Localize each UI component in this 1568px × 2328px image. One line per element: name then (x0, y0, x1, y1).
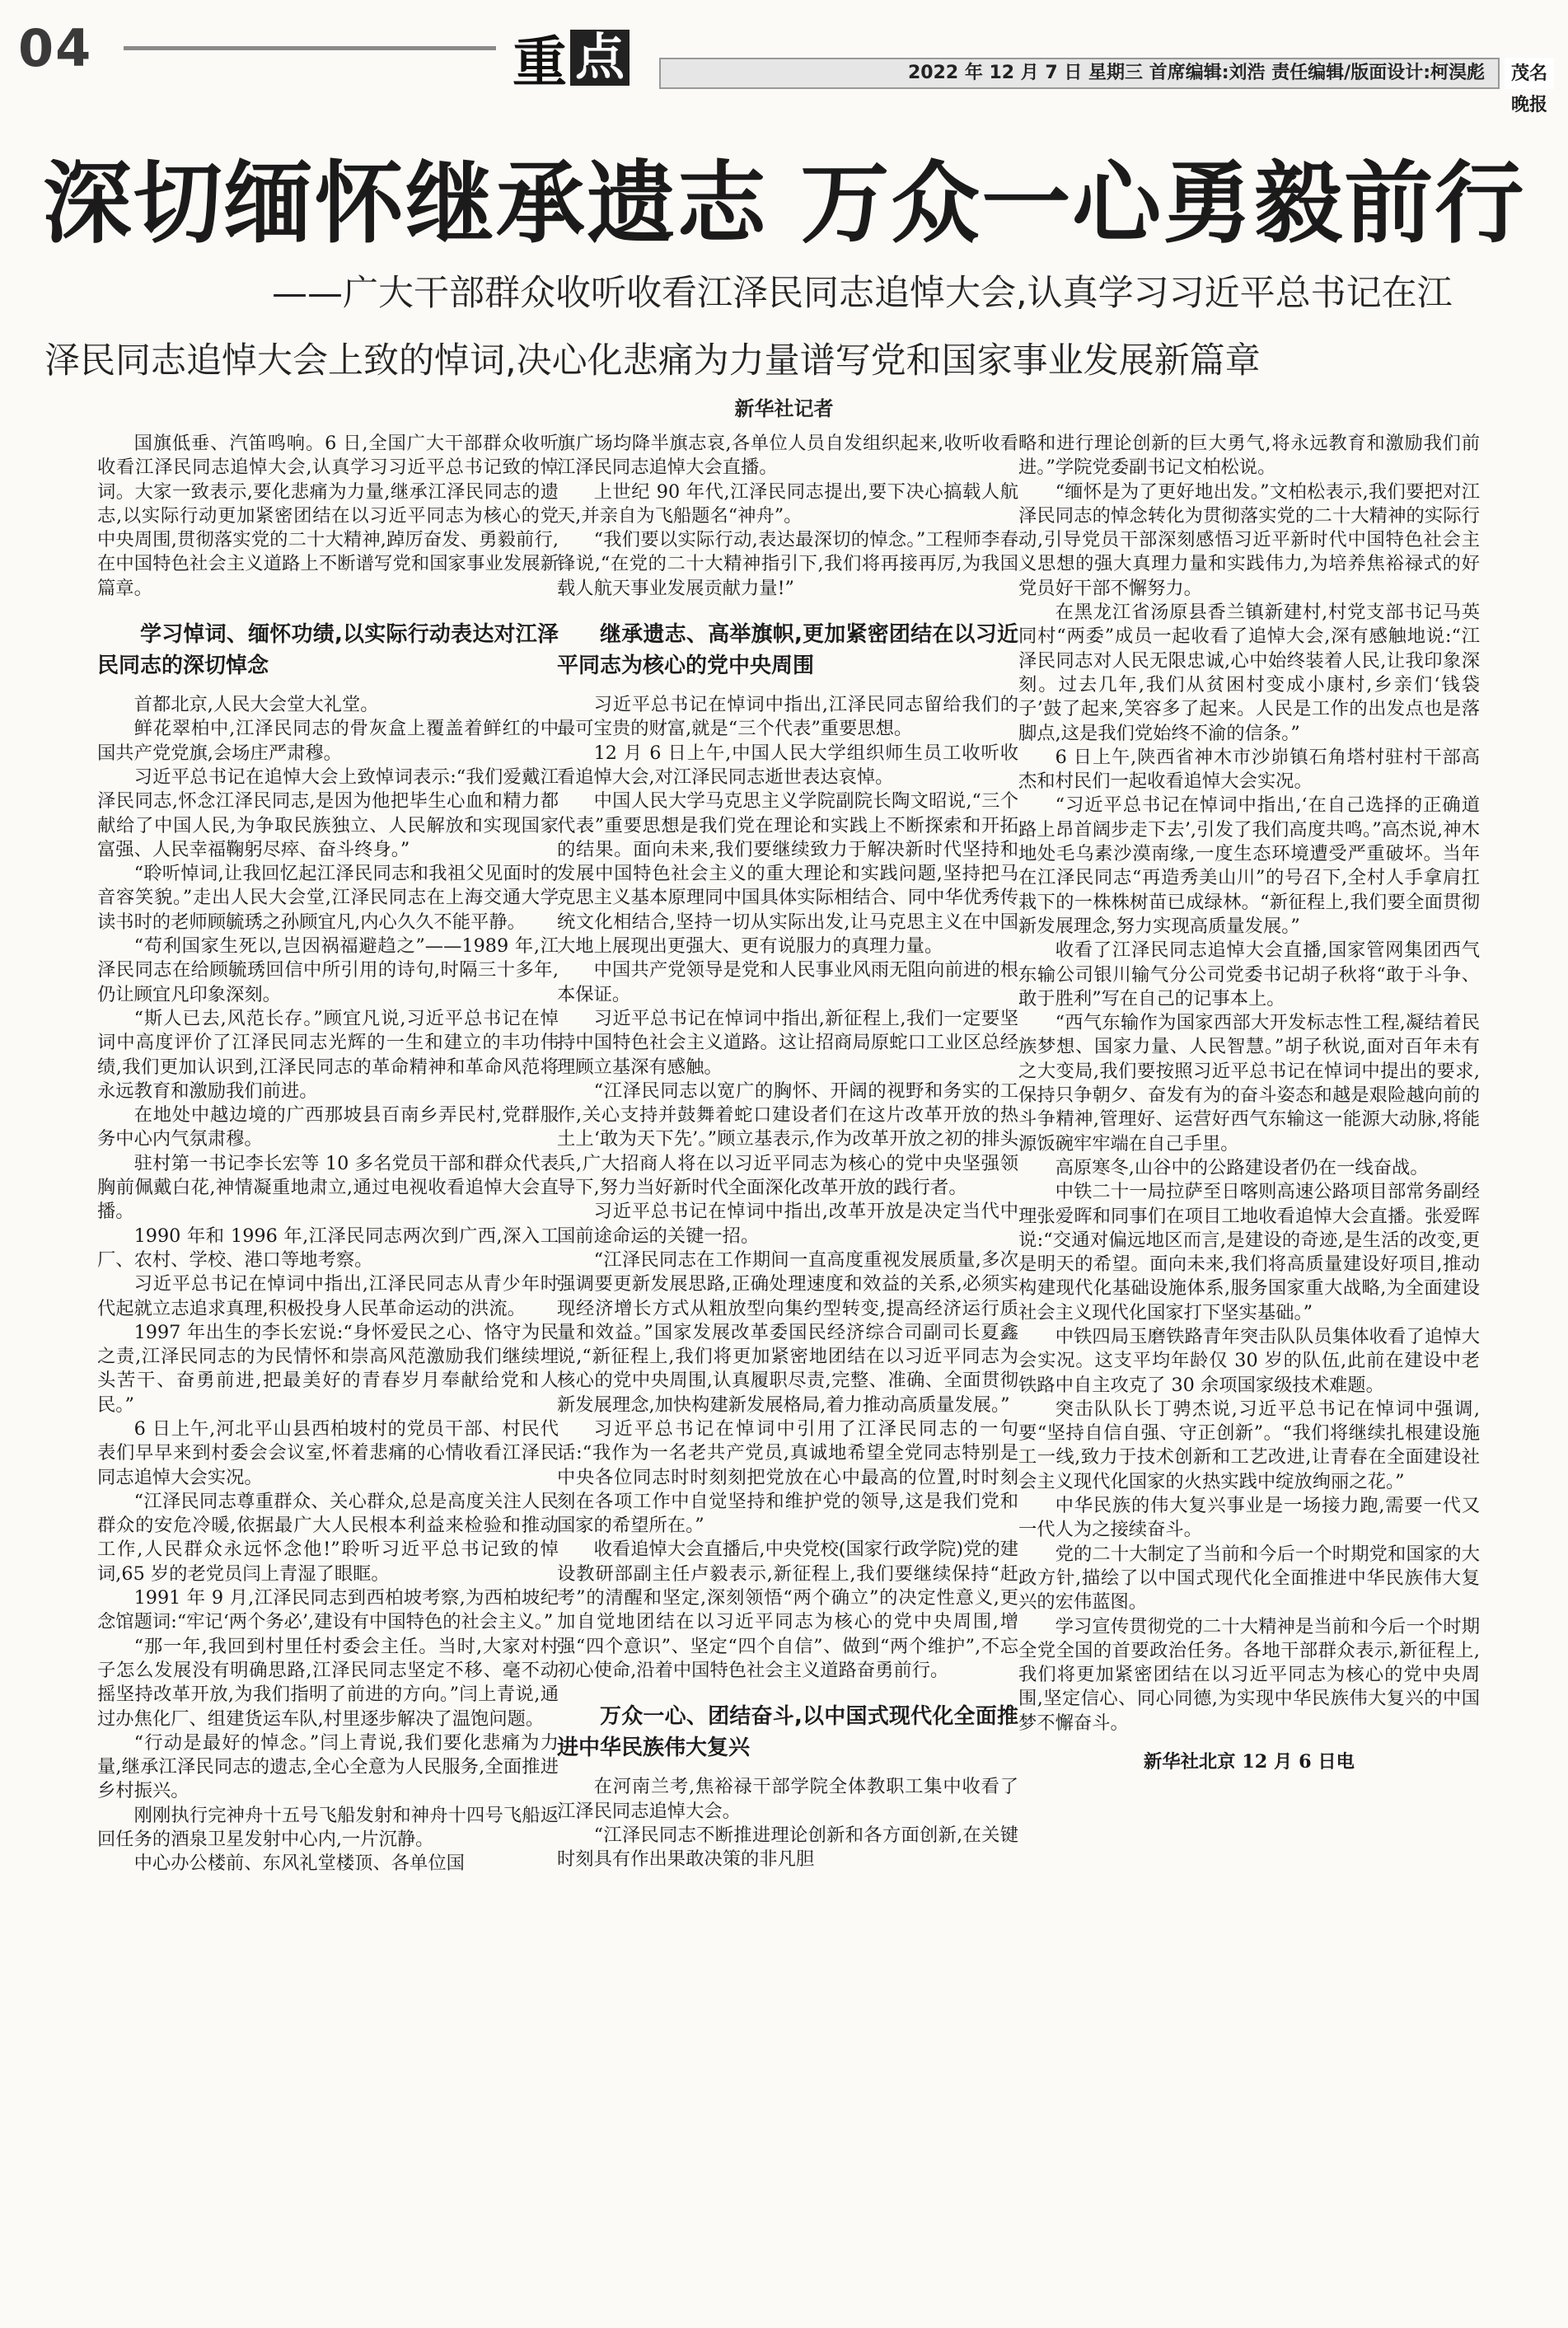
paragraph: “我们要以实际行动,表达最深切的悼念。”工程师李春锋说,“在党的二十大精神指引下,我们将再接再厉,为我国载人航天事业发展贡献力量!” (557, 529, 1018, 599)
paragraph: “习近平总书记在悼词中指出,‘在自己选择的正确道路上昂首阔步走下去’,引发了我们高度共鸣。”高杰说,神木地处毛乌素沙漠南缘,一度生态环境遭受严重破坏。当年在江泽民同志“再造秀美山川”的号召下,全村人手拿肩扛栽下的一株株树苗已成绿林。“新征程上,我们要全面贯彻新发展理念,努力实现高质量发展。” (1018, 794, 1480, 937)
paragraph: 6 日上午,陕西省神木市沙峁镇石角塔村驻村干部高杰和村民们一起收看追悼大会实况。 (1018, 746, 1480, 793)
paragraph: 首都北京,人民大会堂大礼堂。 (133, 694, 379, 716)
paragraph: “行动是最好的悼念。”闫上青说,我们要化悲痛为力量,继承江泽民同志的遗志,全心全意为人民服务,全面推进乡村振兴。 (97, 1731, 559, 1802)
paragraph: 习近平总书记在悼词中指出,江泽民同志留给我们的最可宝贵的财富,就是“三个代表”重要思想。 (557, 694, 1018, 740)
paragraph: 习近平总书记在悼词中引用了江泽民同志的一句话:“我作为一名老共产党员,真诚地希望全党同志特别是中央各位同志时时刻刻把党放在心中最高的位置,时时刻刻在各项工作中自觉坚持和维护党的领导,这是我们党和国家的希望所在。” (557, 1417, 1018, 1537)
issue-info-bar: 2022 年 12 月 7 日 星期三 首席编辑:刘浩 责任编辑/版面设计:柯淏彪 (659, 58, 1500, 89)
paragraph: 中铁二十一局拉萨至日喀则高速公路项目部常务副经理张爱晖和同事们在项目工地收看追悼大会直播。张爱晖说:“交通对偏远地区而言,是建设的奇迹,是生活的改变,更是明天的希望。面向未来,我们将高质量建设好项目,推动构建现代化基础设施体系,服务国家重大战略,为全面建设社会主义现代化国家打下坚实基础。” (1018, 1181, 1480, 1323)
section-heading: 万众一心、团结奋斗,以中国式现代化全面推进中华民族伟大复兴 (557, 1704, 1018, 1761)
paragraph: 中铁四局玉磨铁路青年突击队队员集体收看了追悼大会实况。这支平均年龄仅 30 岁的队伍,此前在建设中老铁路中自主攻克了 30 余项国家级技术难题。 (1018, 1325, 1480, 1396)
paragraph: 突击队队长丁骋杰说,习近平总书记在悼词中强调,要“坚持自信自强、守正创新”。“我们将继续扎根建设施工一线,致力于技术创新和工艺改进,让青春在全面建设社会主义现代化国家的火热实践中绽放绚丽之花。” (1018, 1398, 1480, 1492)
article-column-3 (1018, 432, 1480, 1774)
subheadline-line-2: 泽民同志追悼大会上致的悼词,决心化悲痛为力量谱写党和国家事业发展新篇章 (44, 340, 1261, 382)
paragraph: 刚刚执行完神舟十五号飞船发射和神舟十四号飞船返回任务的酒泉卫星发射中心内,一片沉静。 (97, 1804, 559, 1851)
article-column-2 (557, 432, 1018, 1871)
headline: 深切缅怀继承遗志 万众一心勇毅前行 (42, 152, 1526, 255)
paragraph: 驻村第一书记李长宏等 10 多名党员干部和群众代表胸前佩戴白花,神情凝重地肃立,通过电视收看追悼大会直播。 (97, 1152, 559, 1223)
article-column-1 (97, 432, 559, 1876)
paragraph: “江泽民同志以宽广的胸怀、开阔的视野和务实的工作,关心支持并鼓舞着蛇口建设者们在这片改革开放的热土上‘敢为天下先’。”顾立基表示,作为改革开放之初的排头兵,广大招商人将在以习近平同志为核心的党中央坚强领导下,努力当好新时代全面深化改革开放的践行者。 (557, 1080, 1018, 1199)
paragraph: 中国共产党领导是党和人民事业风雨无阻向前进的根本保证。 (557, 959, 1018, 1005)
paragraph: 1990 年和 1996 年,江泽民同志两次到广西,深入工厂、农村、学校、港口等地考察。 (97, 1225, 559, 1271)
paragraph: “聆听悼词,让我回忆起江泽民同志和我祖父见面时的音容笑貌。”走出人民大会堂,江泽民同志在上海交通大学读书时的老师顾毓琇之孙顾宜凡,内心久久不能平静。 (97, 863, 559, 933)
paragraph: 12 月 6 日上午,中国人民大学组织师生员工收听收看追悼大会,对江泽民同志逝世表达哀悼。 (557, 742, 1018, 788)
paragraph: 在黑龙江省汤原县香兰镇新建村,村党支部书记马英同村“两委”成员一起收看了追悼大会,深有感触地说:“江泽民同志对人民无限忠诚,心中始终装着人民,让我印象深刻。过去几年,我们从贫困村变成小康村,乡亲们‘钱袋子’鼓了起来,笑容多了起来。人民是工作的出发点也是落脚点,这是我们党始终不渝的信条。” (1018, 602, 1480, 744)
page-header (0, 0, 1568, 115)
paragraph: 中国人民大学马克思主义学院副院长陶文昭说,“三个代表”重要思想是我们党在理论和实践上不断探索和开拓的结果。面向未来,我们要继续致力于解决新时代坚持和发展中国特色社会主义的重大理论和实践问题,坚持把马克思主义基本原理同中国具体实际相结合、同中华优秀传统文化相结合,坚持一切从实际出发,让马克思主义在中国大地上展现出更强大、更有说服力的真理力量。 (557, 790, 1018, 958)
paragraph: 1991 年 9 月,江泽民同志到西柏坡考察,为西柏坡纪念馆题词:“牢记‘两个务必’,建设有中国特色的社会主义。” (97, 1587, 559, 1633)
paragraph: 国旗低垂、汽笛鸣响。6 日,全国广大干部群众收听收看江泽民同志追悼大会,认真学习习近平总书记致的悼词。大家一致表示,要化悲痛为力量,继承江泽民同志的遗志,以实际行动更加紧密团结在以习近平同志为核心的党中央周围,贯彻落实党的二十大精神,踔厉奋发、勇毅前行,在中国特色社会主义道路上不断谱写党和国家事业发展新篇章。 (97, 433, 559, 599)
paragraph: “江泽民同志不断推进理论创新和各方面创新,在关键时刻具有作出果敢决策的非凡胆 (557, 1824, 1018, 1871)
paragraph: “斯人已去,风范长存。”顾宜凡说,习近平总书记在悼词中高度评价了江泽民同志光辉的一生和建立的丰功伟绩,我们更加认识到,江泽民同志的革命精神和革命风范将永远教育和激励我们前进。 (97, 1007, 559, 1102)
paragraph: 中心办公楼前、东风礼堂楼顶、各单位国 (133, 1853, 465, 1875)
section-heading: 学习悼词、缅怀功绩,以实际行动表达对江泽民同志的深切悼念 (97, 622, 559, 679)
paragraph: “那一年,我回到村里任村委会主任。当时,大家对村子怎么发展没有明确思路,江泽民同志坚定不移、毫不动摇坚持改革开放,为我们指明了前进的方向。”闫上青说,通过办焦化厂、组建货运车队,村里逐步解决了温饱问题。 (97, 1635, 559, 1730)
paragraph: “西气东输作为国家西部大开发标志性工程,凝结着民族梦想、国家力量、人民智慧。”胡子秋说,面对百年未有之大变局,我们要按照习近平总书记在悼词中提出的要求,保持只争朝夕、奋发有为的奋斗姿态和越是艰险越向前的斗争精神,管理好、运营好西气东输这一能源大动脉,将能源饭碗牢牢端在自己手里。 (1018, 1012, 1480, 1155)
subheadline-line-1: ——广大干部群众收听收看江泽民同志追悼大会,认真学习习近平总书记在江 (272, 273, 1453, 314)
paragraph: 习近平总书记在追悼大会上致悼词表示:“我们爱戴江泽民同志,怀念江泽民同志,是因为他把毕生心血和精力都献给了中国人民,为争取民族独立、人民解放和实现国家富强、人民幸福鞠躬尽瘁、奋斗终身。” (97, 766, 559, 860)
paragraph: 收看了江泽民同志追悼大会直播,国家管网集团西气东输公司银川输气分公司党委书记胡子秋将“敢于斗争、敢于胜利”写在自己的记事本上。 (1018, 939, 1480, 1009)
paragraph: 习近平总书记在悼词中指出,新征程上,我们一定要坚持中国特色社会主义道路。这让招商局原蛇口工业区总经理顾立基深有感触。 (557, 1007, 1018, 1078)
paragraph: 旗广场均降半旗志哀,各单位人员自发组织起来,收听收看江泽民同志追悼大会直播。 (557, 433, 1018, 479)
section-label-b: 点 (570, 30, 630, 86)
paragraph: 高原寒冬,山谷中的公路建设者仍在一线奋战。 (1055, 1156, 1429, 1178)
header-rule (124, 46, 496, 50)
paragraph: 习近平总书记在悼词中指出,江泽民同志从青少年时代起就立志追求真理,积极投身人民革命运动的洪流。 (97, 1273, 559, 1319)
paragraph: “江泽民同志尊重群众、关心群众,总是高度关注人民群众的安危冷暖,依据最广大人民根本利益来检验和推动工作,人民群众永远怀念他!”聆听习近平总书记致的悼词,65 岁的老党员闫上青湿了眼眶。 (97, 1490, 559, 1585)
section-label (513, 18, 630, 94)
paragraph: 在地处中越边境的广西那坡县百南乡弄民村,党群服务中心内气氛肃穆。 (97, 1104, 559, 1150)
paragraph: 学习宣传贯彻党的二十大精神是当前和今后一个时期全党全国的首要政治任务。各地干部群众表示,新征程上,我们将更加紧密团结在以习近平同志为核心的党中央周围,坚定信心、同心同德,为实现中华民族伟大复兴的中国梦不懈奋斗。 (1018, 1615, 1480, 1734)
byline: 新华社记者 (734, 397, 834, 420)
paragraph: 收看追悼大会直播后,中央党校(国家行政学院)党的建设教研部副主任卢毅表示,新征程上,我们要继续保持“赶考”的清醒和坚定,深刻领悟“两个确立”的决定性意义,更加自觉地团结在以习近平同志为核心的党中央周围,增强“四个意识”、坚定“四个自信”、做到“两个维护”,不忘初心使命,沿着中国特色社会主义道路奋勇前行。 (557, 1539, 1018, 1681)
paragraph: 中华民族的伟大复兴事业是一场接力跑,需要一代又一代人为之接续奋斗。 (1018, 1495, 1480, 1541)
paragraph: 上世纪 90 年代,江泽民同志提出,要下决心搞载人航天,并亲自为飞船题名“神舟”。 (557, 480, 1018, 527)
newspaper-logo: 茂名晚报 (1505, 58, 1554, 89)
section-label-a: 重 (513, 30, 567, 94)
paragraph: 1997 年出生的李长宏说:“身怀爱民之心、恪守为民之责,江泽民同志的为民情怀和崇高风范激励我们继续埋头苦干、奋勇前进,把最美好的青春岁月奉献给党和人民。” (97, 1321, 559, 1416)
paragraph: “苟利国家生死以,岂因祸福避趋之”——1989 年,江泽民同志在给顾毓琇回信中所引用的诗句,时隔三十多年,仍让顾宜凡印象深刻。 (97, 935, 559, 1005)
paragraph: “缅怀是为了更好地出发。”文柏松表示,我们要把对江泽民同志的悼念转化为贯彻落实党的二十大精神的实际行动,引导党员干部深刻感悟习近平新时代中国特色社会主义思想的强大真理力量和实践伟力,为培养焦裕禄式的好党员好干部不懈努力。 (1018, 480, 1480, 599)
paragraph: 鲜花翠柏中,江泽民同志的骨灰盒上覆盖着鲜红的中国共产党党旗,会场庄严肃穆。 (97, 718, 559, 764)
paragraph: 习近平总书记在悼词中指出,改革开放是决定当代中国前途命运的关键一招。 (557, 1201, 1018, 1247)
section-heading: 继承遗志、高举旗帜,更加紧密团结在以习近平同志为核心的党中央周围 (557, 622, 1018, 679)
dateline: 新华社北京 12 月 6 日电 (1144, 1751, 1355, 1773)
paragraph: 在河南兰考,焦裕禄干部学院全体教职工集中收看了江泽民同志追悼大会。 (557, 1776, 1018, 1822)
paragraph: 略和进行理论创新的巨大勇气,将永远教育和激励我们前进。”学院党委副书记文柏松说。 (1018, 433, 1480, 479)
paragraph: “江泽民同志在工作期间一直高度重视发展质量,多次强调要更新发展思路,正确处理速度和效益的关系,必须实现经济增长方式从粗放型向集约型转变,提高经济运行质量和效益。”国家发展改革委国民经济综合司副司长夏鑫说,“新征程上,我们将更加紧密地团结在以习近平同志为核心的党中央周围,认真履职尽责,完整、准确、全面贯彻新发展理念,加快构建新发展格局,着力推动高质量发展。” (557, 1248, 1018, 1416)
page-number: 04 (18, 18, 93, 78)
paragraph: 党的二十大制定了当前和今后一个时期党和国家的大政方针,描绘了以中国式现代化全面推进中华民族伟大复兴的宏伟蓝图。 (1018, 1543, 1480, 1614)
paragraph: 6 日上午,河北平山县西柏坡村的党员干部、村民代表们早早来到村委会会议室,怀着悲痛的心情收看江泽民同志追悼大会实况。 (97, 1417, 559, 1488)
